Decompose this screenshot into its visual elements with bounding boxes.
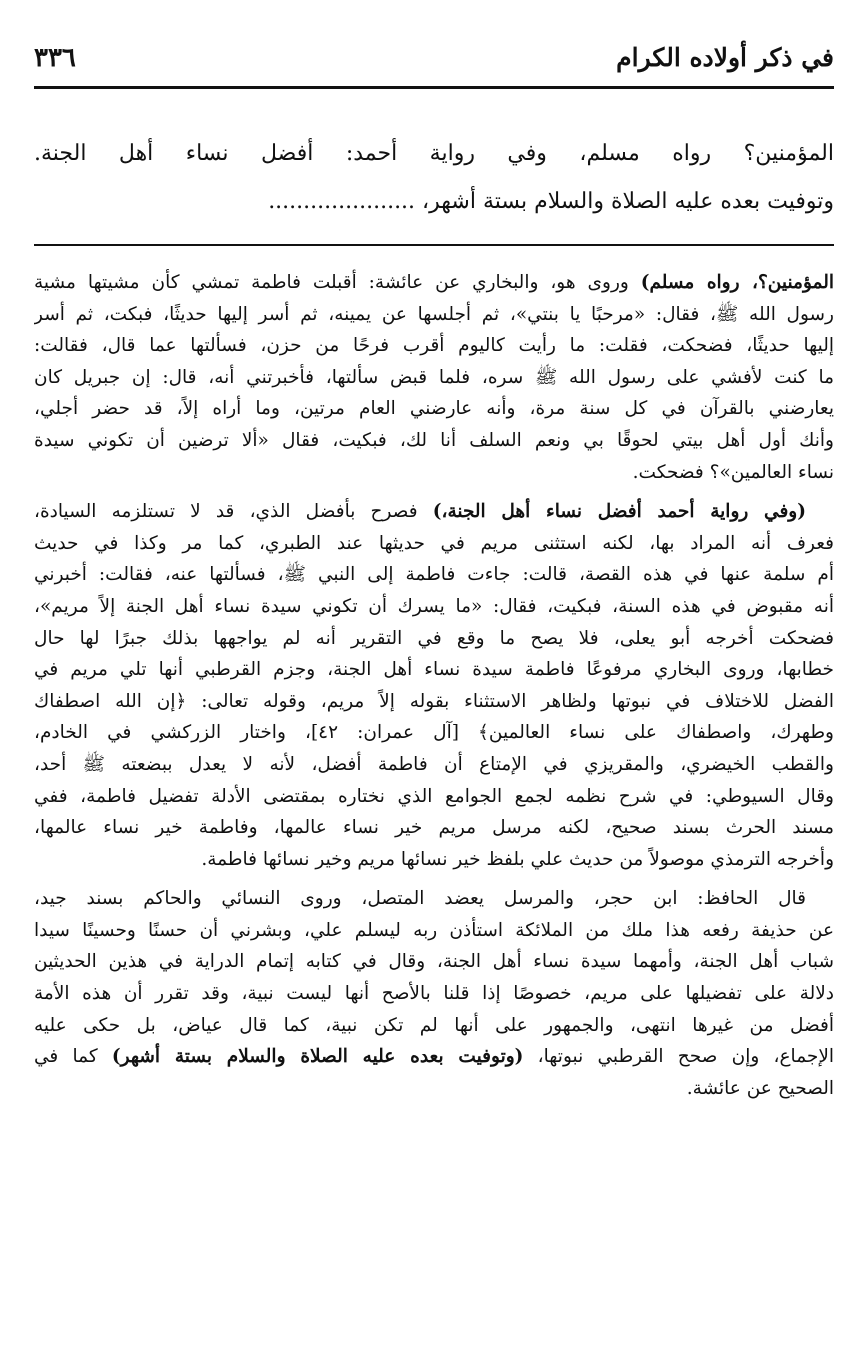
commentary-line: وطهرك، واصطفاك على نساء العالمين﴾ [آل عمران: ٤٢]، واختار الزركشي في الخادم،: [34, 722, 834, 744]
commentary-line: ما كنت لأفشي على رسول الله ﷺ سره، فلما قبض سألتها، فأخبرتني أنه، قال: إن جبريل كان: [34, 366, 834, 388]
quoted-matn: (وفي رواية أحمد أفضل نساء أهل الجنة،): [432, 501, 806, 523]
commentary-line: نساء العالمين»؟ فضحكت.: [632, 461, 834, 483]
commentary-line: والقطب الخيضري، والمقريزي في الإمتاع أن فاطمة أفضل، لأنه لا يعدل ببضعته ﷺ أحد،: [34, 753, 834, 775]
commentary-text-run: الإجماع، وإن صحح القرطبي نبوتها،: [523, 1046, 834, 1068]
page-header: [34, 36, 834, 80]
commentary-line: [34, 267, 834, 299]
commentary-line: أم سلمة عنها في هذه القصة، قالت: جاءت فاطمة إلى النبي ﷺ، فسألتها عنه، فقالت: أخبرني: [34, 564, 834, 586]
commentary-line: وأخرجه الترمذي موصولاً من حديث علي بلفظ خير نسائها مريم وخير نسائها فاطمة.: [201, 848, 834, 870]
commentary-text: [34, 267, 834, 1104]
commentary-line: قال الحافظ: ابن حجر، والمرسل يعضد المتصل، وروى النسائي والحاكم بسند جيد،: [34, 888, 806, 910]
commentary-line: إليها حديثًا، فضحكت، فقلت: ما رأيت كاليوم أقرب فرحًا من حزن، فسألتها عما قال، فقالت:: [34, 335, 834, 357]
commentary-line: وأنك أول أهل بيتي لحوقًا بي ونعم السلف أنا لك، فبكيت، فقال «ألا ترضين أن تكوني سيدة: [34, 429, 834, 451]
commentary-line: أفضل من غيرها انتهى، والجمهور على أنها لم تكن نبية، كما قال عياض، بل حكى عليه: [34, 1014, 834, 1036]
header-rule: [34, 86, 834, 89]
commentary-line: الفضل للاختلاف في نبوتها ولظاهر الاستثناء بقوله إلاً مريم، وقوله تعالى: ﴿إن الله اصطفاك: [34, 690, 834, 712]
commentary-line: شباب أهل الجنة، وأمهما سيدة نساء أهل الجنة، وقال في كتابه إتمام الدراية في هذين الحديثين: [34, 951, 834, 973]
commentary-line: مسند الحرث بسند صحيح، لكنه مرسل مريم خير نساء عالمها، وفاطمة خير نساء عالمها،: [34, 817, 834, 839]
commentary-line: دلالة على تفضيلها على مريم، خصوصًا إذا قلنا بالأصح أنها ليست نبية، وقد تقرر أن هذه الأمة: [34, 983, 834, 1005]
quoted-matn: المؤمنين؟، رواه مسلم): [640, 272, 834, 293]
page-number: ٣٣٦: [34, 43, 76, 73]
commentary-text-run: فصرح بأفضل الذي، قد لا تستلزمه السيادة،: [34, 501, 433, 523]
commentary-line: رسول الله ﷺ، فقال: «مرحبًا يا بنتي»، ثم أجلسها عن يمينه، ثم أسر إليها حديثًا، فبكت، ثم أسر: [34, 303, 834, 325]
commentary-line: أنه مقبوض في هذه السنة، فبكيت، فقال: «ما يسرك أن تكوني سيدة نساء أهل الجنة إلاً مريم»،: [34, 595, 834, 617]
commentary-line: الصحيح عن عائشة.: [686, 1077, 834, 1099]
commentary-text-run: كما في: [34, 1046, 112, 1068]
commentary-line: خطابها، وروى البخاري مرفوعًا فاطمة سيدة نساء أهل الجنة، وجزم القرطبي أنها تلي مريم في: [34, 659, 834, 681]
commentary-line: [34, 496, 834, 528]
matn-separator-rule: [34, 244, 834, 246]
commentary-line: يعارضني بالقرآن في كل سنة مرة، وأنه عارضني العام مرتين، وما أراه إلاً، قد حضر أجلي،: [34, 398, 834, 420]
commentary-text-run: وروى هو، والبخاري عن عائشة: أقبلت فاطمة تمشي كأن مشيتها مشية: [34, 272, 641, 293]
matn-line: وتوفيت بعده عليه الصلاة والسلام بستة أشهر، .....................: [268, 189, 834, 214]
commentary-line: فعرف أنه المراد بها، لكنه استثنى مريم في حديثها عند الطبري، كما مر وكذا في حديث: [34, 532, 834, 554]
commentary-line: [34, 1041, 834, 1073]
matn-line: المؤمنين؟ رواه مسلم، وفي رواية أحمد: أفضل نساء أهل الجنة.: [34, 141, 834, 166]
commentary-line: عن حذيفة رفعه هذا ملك من الملائكة استأذن ربه ليسلم علي، وبشرني أن حسنًا وحسينًا سيدا: [34, 919, 834, 941]
running-title: في ذكر أولاده الكرام: [616, 43, 834, 72]
quoted-matn: (وتوفيت بعده عليه الصلاة والسلام بستة أشهر): [111, 1046, 524, 1068]
commentary-line: فضحكت أخرجه أبو يعلى، فلا يصح ما وقع في التقرير أنه لم يواجهها بذلك جبرًا لها حال: [34, 627, 834, 649]
commentary-line: وقال السيوطي: في شرح نظمه لجمع الجوامع الذي نختاره بمقتضى الأدلة تفضيل فاطمة، ففي: [34, 785, 834, 807]
matn-text: [34, 130, 834, 226]
